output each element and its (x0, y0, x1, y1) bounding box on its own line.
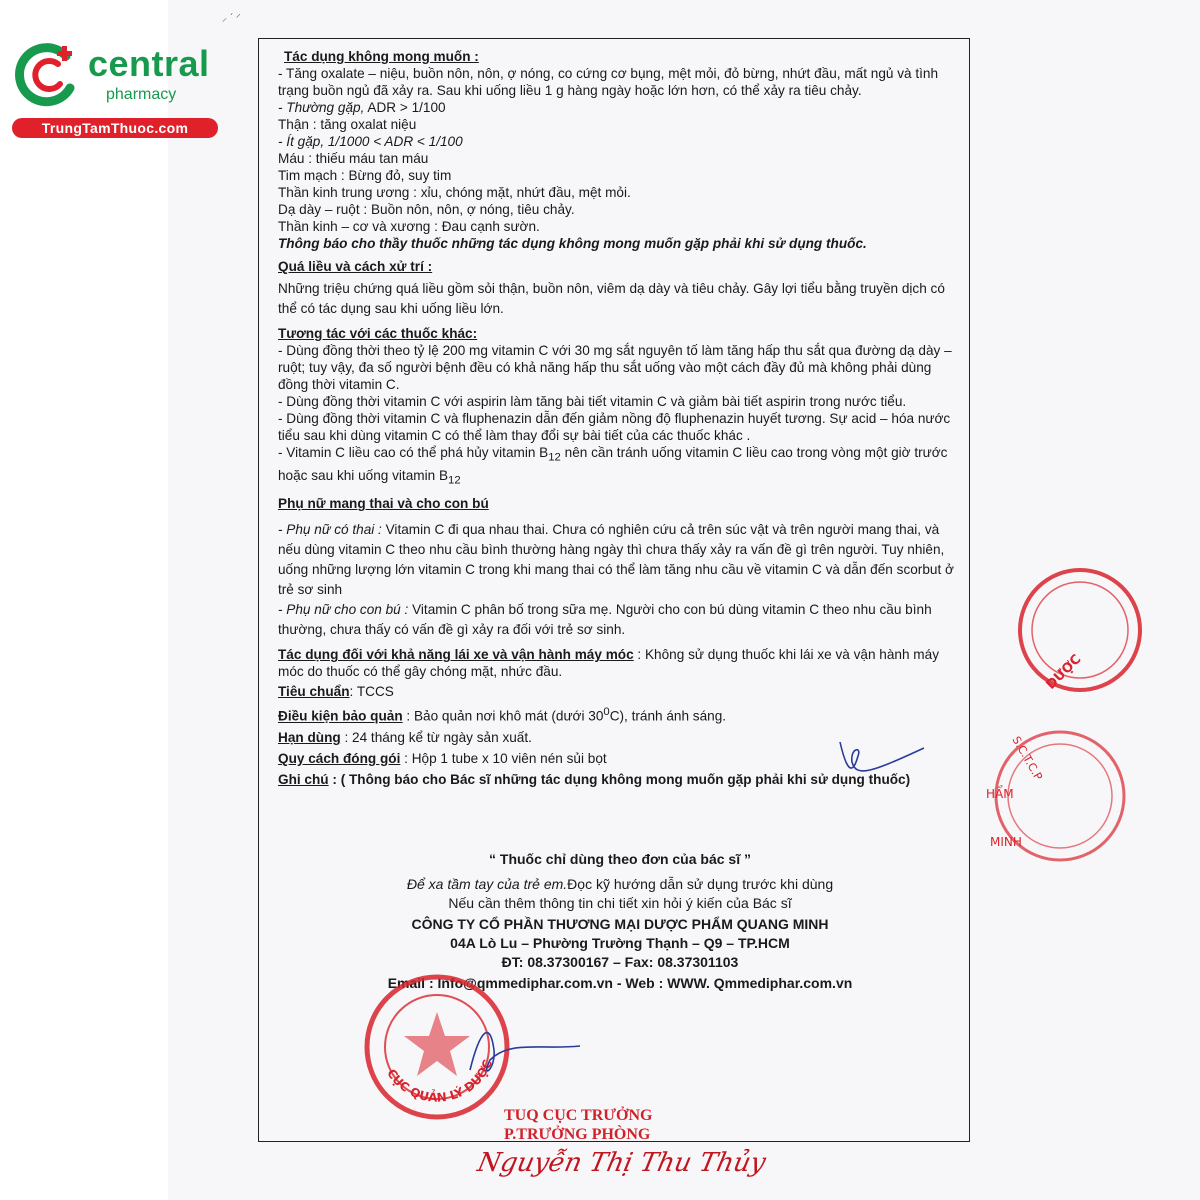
signature-scribble (832, 728, 932, 788)
approval-line-1: TUQ CỤC TRƯỞNG (504, 1107, 653, 1124)
packing-text: : Hộp 1 tube x 10 viên nén sủi bọt (400, 750, 607, 766)
side-effects-kidney: Thận : tăng oxalat niệu (278, 117, 417, 132)
central-pharmacy-logo (10, 36, 220, 136)
side-effects-common (278, 99, 958, 116)
common-label: - Thường gặp, (278, 100, 365, 115)
keep-away-rest: Đọc kỹ hướng dẫn sử dụng trước khi dùng (567, 876, 834, 892)
lactation-body: Vitamin C phân bố trong sữa mẹ. Người cho con bú dùng vitamin C theo nhu cầu bình thường, chưa thấy có vấn đề gì xảy ra đối với trẻ sơ sinh. (278, 602, 932, 638)
driving-text: : Không sử dụng thuốc khi lái xe và vận hành máy móc do thuốc có thể gây chóng mặt, nhức đầu. (278, 647, 939, 680)
keep-away-italic: Để xa tầm tay của trẻ em. (406, 876, 568, 892)
logo-url: TrungTamThuoc.com (12, 118, 218, 138)
side-effects-gi: Dạ dày – ruột : Buồn nôn, nôn, ợ nóng, tiêu chảy. (278, 202, 575, 217)
driving-section (278, 646, 958, 680)
b12-subscript-2: 12 (448, 474, 461, 487)
interactions-heading: Tương tác với các thuốc khác: (278, 326, 478, 341)
standard-heading: Tiêu chuẩn (278, 684, 350, 700)
side-effects-cardio: Tim mạch : Bừng đỏ, suy tim (278, 168, 452, 183)
seal-signature (450, 1010, 590, 1090)
driving-heading: Tác dụng đối với khả năng lái xe và vận hành máy móc (278, 647, 634, 663)
side-stamp-text-3: HẨM (986, 787, 1014, 801)
lactation-text (278, 600, 958, 640)
side-stamp-text-1: DƯỢC (1043, 652, 1085, 693)
keep-away-line (300, 875, 940, 894)
rare-adr: 1/1000 < ADR < 1/100 (324, 134, 463, 149)
expiry-heading: Hạn dùng (278, 729, 341, 745)
company-name: CÔNG TY CỔ PHẦN THƯƠNG MẠI DƯỢC PHẨM QUANG MINH (411, 916, 829, 932)
storage-section (278, 704, 958, 725)
note-heading: Ghi chú (278, 771, 329, 787)
interaction-item-1: - Dùng đồng thời theo tỷ lệ 200 mg vitamin C với 30 mg sắt nguyên tố làm tăng hấp thu sắt qua đường dạ dày – ruột; tuy vậy, đa số người bệnh đều có khả năng hấp thu sắt uống vào một cách đầy đủ mà không phải dùng đồng thời vitamin C. (278, 343, 952, 392)
scan-mark: ⸝ ˊ ⸍ (222, 13, 241, 24)
storage-text-a: : Bảo quản nơi khô mát (dưới 30 (402, 708, 604, 724)
storage-text-b: C), tránh ánh sáng. (609, 708, 727, 724)
logo-mark-icon (14, 42, 80, 108)
note-text: : ( Thông báo cho Bác sĩ những tác dụng không mong muốn gặp phải khi sử dụng thuốc) (328, 771, 911, 787)
side-effects-neuro: Thần kinh – cơ và xương : Đau cạnh sườn. (278, 219, 540, 234)
pregnancy-body: Vitamin C đi qua nhau thai. Chưa có nghiên cứu cả trên súc vật và trên người mang thai, và nếu dùng vitamin C theo nhu cầu bình thường hàng ngày thì chưa thấy xảy ra vấn đề gì trên người. Tuy nhiên, uống những lượng lớn vitamin C trong khi mang thai có thể làm tăng nhu cầu về vitamin C và dẫn đến scorbut ở trẻ sơ sinh (278, 522, 954, 598)
prescription-note: “ Thuốc chỉ dùng theo đơn của bác sĩ ” (489, 851, 751, 867)
logo-subtitle: pharmacy (106, 86, 177, 103)
signatory-name: Nguyễn Thị Thu Thủy (474, 1148, 769, 1178)
degree-sup: 0 (603, 706, 610, 719)
side-effects-cns: Thần kinh trung ương : xỉu, chóng mặt, nhứt đầu, mệt mỏi. (278, 185, 631, 200)
ask-doctor-line: Nếu cần thêm thông tin chi tiết xin hỏi ý kiến của Bác sĩ (448, 895, 792, 911)
overdose-text: Những triệu chứng quá liều gồm sỏi thận, buồn nôn, viêm dạ dày và tiêu chảy. Gây lợi tiểu bằng truyền dịch có thể có tác dụng sau khi uống liều lớn. (278, 281, 945, 316)
pregnancy-text (278, 520, 958, 600)
rare-label: - Ít gặp, (278, 134, 325, 149)
side-effects-intro: - Tăng oxalate – niệu, buồn nôn, nôn, ợ nóng, co cứng cơ bụng, mệt mỏi, đỏ bừng, nhứt đầu, mất ngủ và tình trạng buồn ngủ đã xảy ra. Sau khi uống liều 1 g hàng ngày hoặc lớn hơn, có thể xảy ra tiêu chảy. (278, 66, 939, 98)
standard-section (278, 683, 958, 700)
expiry-text: : 24 tháng kể từ ngày sản xuất. (340, 729, 532, 745)
pregnancy-heading: Phụ nữ mang thai và cho con bú (278, 496, 489, 512)
seal-text: CỤC QUẢN LÝ DƯỢC (384, 1057, 495, 1105)
packing-heading: Quy cách đóng gói (278, 750, 401, 766)
page-margin (0, 0, 168, 1200)
side-effects-notice: Thông báo cho thầy thuốc những tác dụng không mong muốn gặp phải khi sử dụng thuốc. (278, 236, 867, 251)
approval-title (470, 1106, 770, 1144)
side-stamp-text-2: S.C.T.C.P (1009, 734, 1045, 783)
side-effects-heading: Tác dụng không mong muốn : (284, 49, 479, 64)
storage-heading: Điều kiện bảo quản (278, 708, 403, 724)
b12-subscript: 12 (548, 451, 561, 464)
side-stamp-text-4: MINH (990, 835, 1022, 849)
side-stamp-bottom (968, 716, 1048, 876)
leaflet-content (278, 48, 958, 788)
lactation-label: - Phụ nữ cho con bú : (278, 602, 409, 618)
company-web: Email : Info@qmmediphar.com.vn - Web : WWW. Qmmediphar.com.vn (387, 975, 853, 991)
interaction-4b: nên cần tránh uống vitamin C liều cao trong vòng một giờ trước hoặc sau khi uống vitamin B (278, 445, 948, 483)
logo-brand: central (88, 43, 210, 84)
interaction-4a: - Vitamin C liều cao có thể phá hủy vitamin B (278, 445, 549, 460)
approval-line-2: P.TRƯỞNG PHÒNG (504, 1126, 651, 1143)
side-effects-blood: Máu : thiếu máu tan máu (278, 151, 429, 166)
interaction-item-3: - Dùng đồng thời vitamin C và fluphenazin dẫn đến giảm nồng độ fluphenazin huyết tương. Sự acid – hóa nước tiểu sau khi dùng vitamin C có thể làm thay đổi sự bài tiết của các thuốc khác . (278, 411, 951, 443)
common-adr: ADR > 1/100 (364, 100, 446, 115)
overdose-heading: Quá liều và cách xử trí : (278, 259, 433, 274)
standard-text: : TCCS (349, 684, 394, 700)
side-stamp-top (1000, 560, 1085, 710)
company-address: 04A Lò Lu – Phường Trường Thạnh – Q9 – TP.HCM (450, 935, 790, 951)
interaction-item-4 (278, 444, 958, 489)
pregnancy-label: - Phụ nữ có thai : (278, 522, 382, 538)
interaction-item-2: - Dùng đồng thời vitamin C với aspirin làm tăng bài tiết vitamin C và giảm bài tiết aspirin trong nước tiểu. (278, 394, 907, 409)
side-effects-rare (278, 133, 958, 150)
company-phone: ĐT: 08.37300167 – Fax: 08.37301103 (501, 954, 739, 970)
